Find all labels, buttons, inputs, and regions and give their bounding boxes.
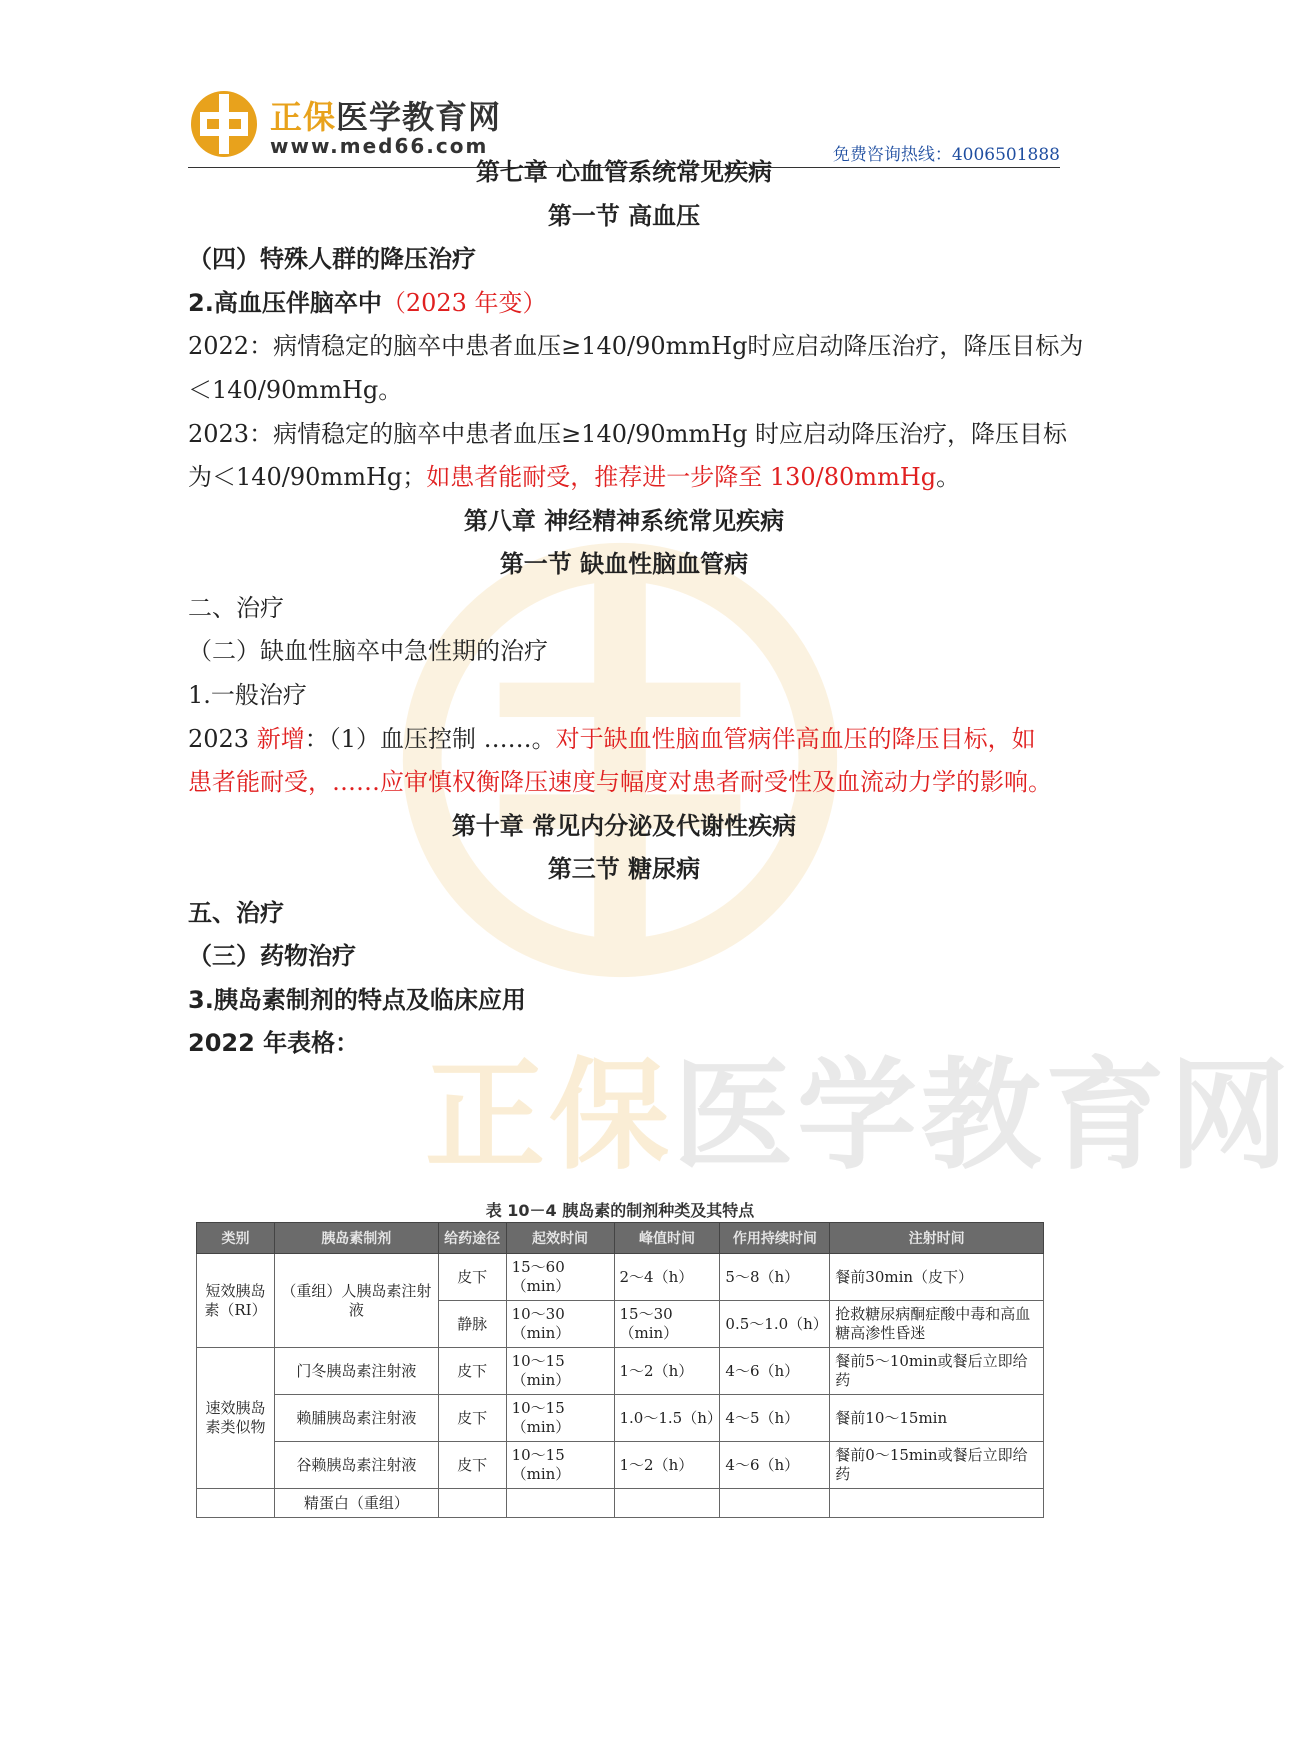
table-cell xyxy=(197,1489,275,1518)
table-cell: 15～60（min） xyxy=(506,1254,614,1301)
table-cell xyxy=(830,1489,1044,1518)
table-cell: 餐前10～15min xyxy=(830,1395,1044,1442)
table-cell: 1～2（h） xyxy=(614,1348,720,1395)
table-cell: 皮下 xyxy=(438,1442,506,1489)
logo-url: www.med66.com xyxy=(270,134,489,158)
table-cell: 10～15（min） xyxy=(506,1442,614,1489)
table-cell-group: 短效胰岛素（RI） xyxy=(197,1254,275,1348)
table-cell: 皮下 xyxy=(438,1395,506,1442)
table-cell: 1～2（h） xyxy=(614,1442,720,1489)
insulin-table-figure xyxy=(196,1198,1044,1512)
table-header-cell: 给药途径 xyxy=(438,1223,506,1254)
table-header-cell: 作用持续时间 xyxy=(720,1223,830,1254)
table-cell: 皮下 xyxy=(438,1348,506,1395)
chapter-10-section-3-title: 第三节 糖尿病 xyxy=(547,855,701,883)
section-1-title: 第一节 高血压 xyxy=(547,202,701,230)
table-note: 2022 年表格： xyxy=(188,1029,360,1057)
table-cell-prep: 门冬胰岛素注射液 xyxy=(274,1348,438,1395)
logo-icon xyxy=(188,88,260,160)
ch8-heading-general: 1.一般治疗 xyxy=(188,681,307,709)
table-caption: 表 10－4 胰岛素的制剂种类及其特点 xyxy=(485,1201,755,1220)
table-cell-prep: 赖脯胰岛素注射液 xyxy=(274,1395,438,1442)
hotline-text: 免费咨询热线：4006501888 xyxy=(832,145,1060,165)
ch10-heading-drug: （三）药物治疗 xyxy=(188,942,356,970)
para-2023-line2: 为＜140/90mmHg；如患者能耐受，推荐进一步降至 130/80mmHg。 xyxy=(188,463,961,491)
table-header-cell: 注射时间 xyxy=(830,1223,1044,1254)
table-cell: 抢救糖尿病酮症酸中毒和高血糖高渗性昏迷 xyxy=(830,1301,1044,1348)
table-row xyxy=(197,1348,1044,1395)
page-header xyxy=(188,78,1060,168)
table-cell xyxy=(506,1489,614,1518)
table-cell: 15～30（min） xyxy=(614,1301,720,1348)
table-cell-prep: （重组）人胰岛素注射液 xyxy=(274,1254,438,1348)
table-cell: 4～6（h） xyxy=(720,1348,830,1395)
table-cell: 10～30（min） xyxy=(506,1301,614,1348)
table-cell: 2～4（h） xyxy=(614,1254,720,1301)
table-cell: 餐前0～15min或餐后立即给药 xyxy=(830,1442,1044,1489)
table-row xyxy=(197,1254,1044,1301)
table-cell: 0.5～1.0（h） xyxy=(720,1301,830,1348)
item-2-heading: 2.高血压伴脑卒中（2023 年变） xyxy=(188,289,547,317)
new-2023-line1: 2023 新增：（1）血压控制 ……。对于缺血性脑血管病伴高血压的降压目标，如 xyxy=(188,725,1036,753)
table-cell: 5～8（h） xyxy=(720,1254,830,1301)
table-cell: 1.0～1.5（h） xyxy=(614,1395,720,1442)
watermark-logo-icon xyxy=(405,545,835,975)
table-header-cell: 类别 xyxy=(197,1223,275,1254)
table-row xyxy=(197,1395,1044,1442)
chapter-7-title: 第七章 心血管系统常见疾病 xyxy=(475,158,773,186)
watermark-text: 正保医学教育网 xyxy=(425,1047,1293,1186)
table-cell-group: 速效胰岛素类似物 xyxy=(197,1348,275,1489)
table-header-row xyxy=(197,1223,1044,1254)
insulin-table xyxy=(196,1222,1044,1518)
table-cell xyxy=(438,1489,506,1518)
table-cell: 餐前5～10min或餐后立即给药 xyxy=(830,1348,1044,1395)
table-cell-prep: 谷赖胰岛素注射液 xyxy=(274,1442,438,1489)
table-header-cell: 胰岛素制剂 xyxy=(274,1223,438,1254)
table-row xyxy=(197,1442,1044,1489)
table-cell: 餐前30min（皮下） xyxy=(830,1254,1044,1301)
ch8-heading-treatment: 二、治疗 xyxy=(188,594,284,622)
para-2022-line1: 2022：病情稳定的脑卒中患者血压≥140/90mmHg时应启动降压治疗，降压目标为 xyxy=(188,332,1084,360)
table-cell: 静脉 xyxy=(438,1301,506,1348)
table-cell: 10～15（min） xyxy=(506,1348,614,1395)
table-cell: 4～6（h） xyxy=(720,1442,830,1489)
new-2023-line2: 患者能耐受，……应审慎权衡降压速度与幅度对患者耐受性及血流动力学的影响。 xyxy=(188,768,1052,796)
ch10-item-3: 3.胰岛素制剂的特点及临床应用 xyxy=(188,986,526,1014)
table-cell xyxy=(614,1489,720,1518)
ch10-heading-treatment: 五、治疗 xyxy=(188,899,284,927)
chapter-8-title: 第八章 神经精神系统常见疾病 xyxy=(463,507,785,535)
table-row-cut xyxy=(197,1489,1044,1518)
table-cell: 10～15（min） xyxy=(506,1395,614,1442)
table-cell: 4～5（h） xyxy=(720,1395,830,1442)
para-2023-line1: 2023：病情稳定的脑卒中患者血压≥140/90mmHg 时应启动降压治疗，降压目标 xyxy=(188,420,1068,448)
table-header-cell: 峰值时间 xyxy=(614,1223,720,1254)
table-header-cell: 起效时间 xyxy=(506,1223,614,1254)
table-cell-prep: 精蛋白（重组） xyxy=(274,1489,438,1518)
subheading-4: （四）特殊人群的降压治疗 xyxy=(188,245,476,273)
logo-name: 正保医学教育网 xyxy=(270,98,502,136)
ch8-heading-acute: （二）缺血性脑卒中急性期的治疗 xyxy=(188,637,548,665)
chapter-10-title: 第十章 常见内分泌及代谢性疾病 xyxy=(451,812,797,840)
chapter-8-section-1-title: 第一节 缺血性脑血管病 xyxy=(499,550,749,578)
para-2022-line2: ＜140/90mmHg。 xyxy=(188,376,403,404)
table-cell xyxy=(720,1489,830,1518)
table-cell: 皮下 xyxy=(438,1254,506,1301)
